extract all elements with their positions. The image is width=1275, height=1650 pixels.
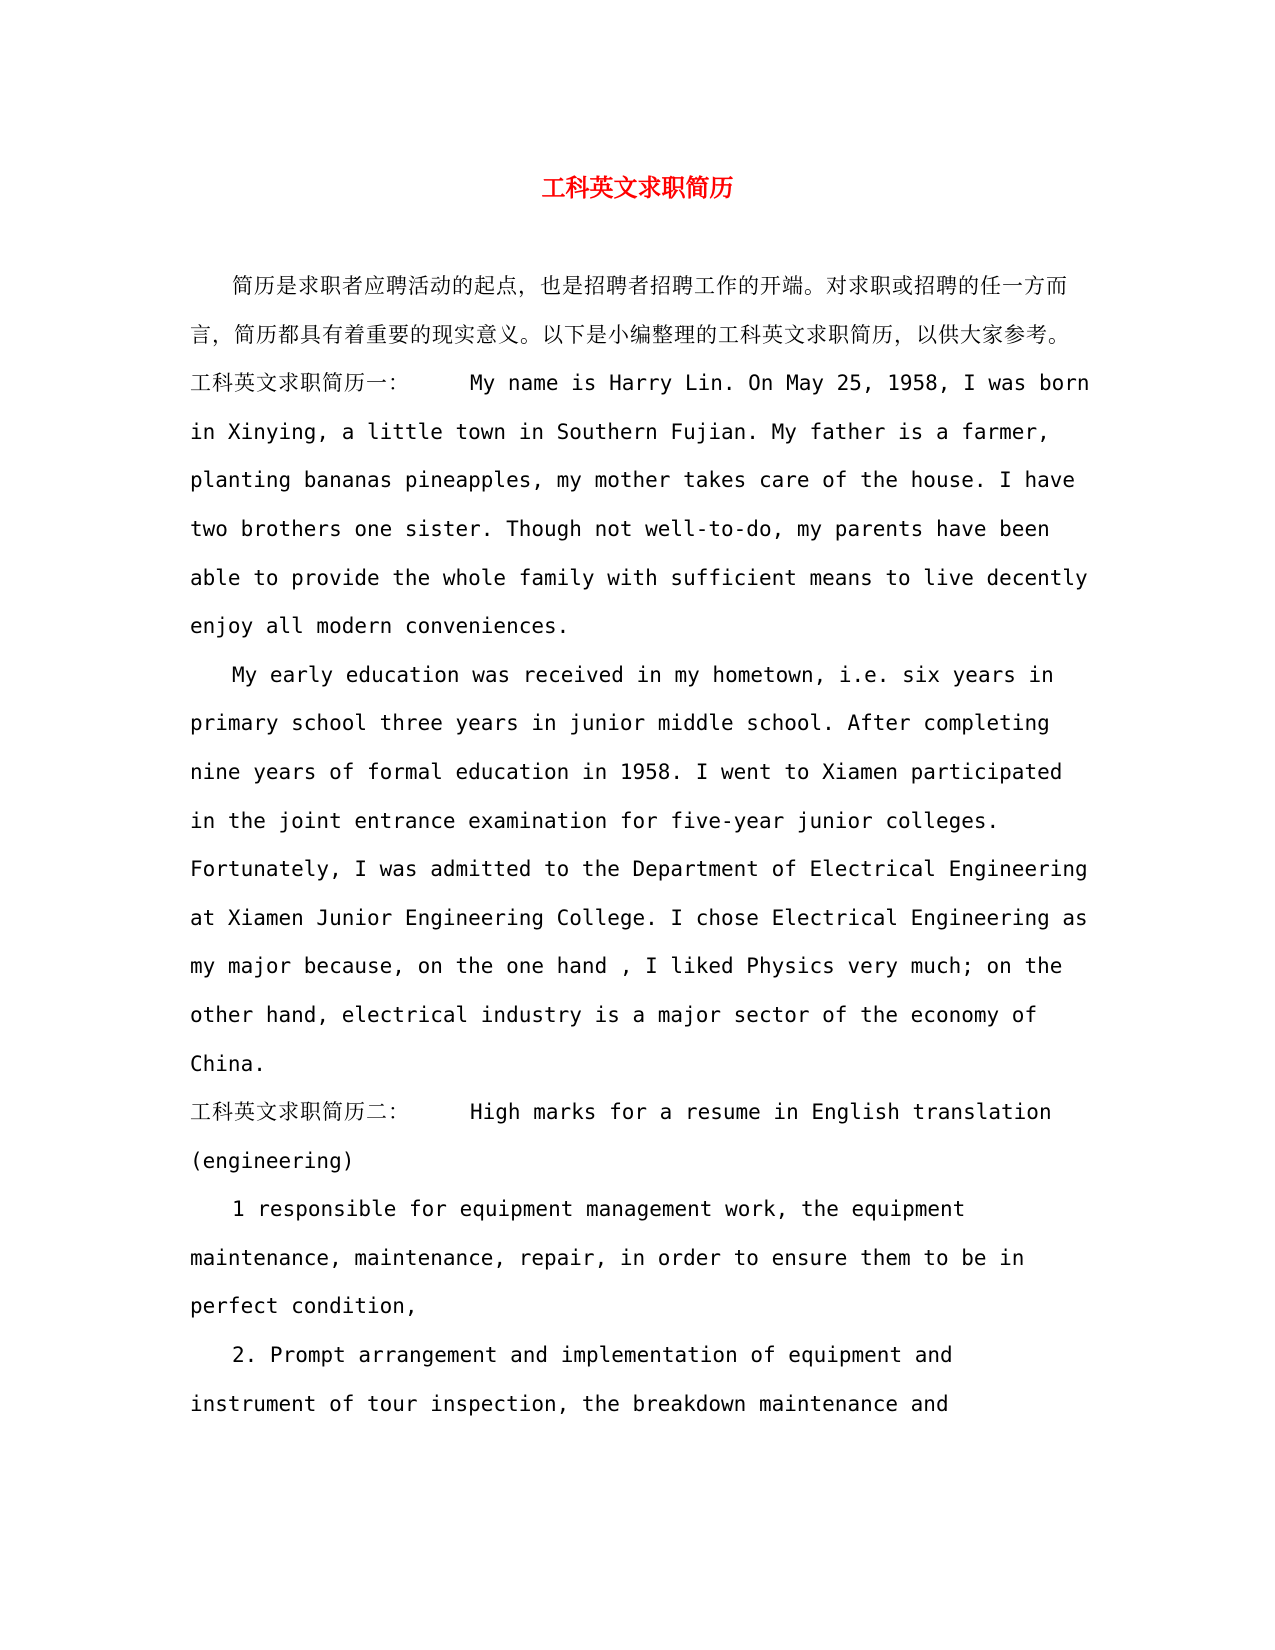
- section2-item-2: 2. Prompt arrangement and implementation of equipment and instrument of tour inspection, the breakdown maintenance and: [190, 1343, 953, 1416]
- document-body: [190, 262, 1090, 1428]
- section2-item-1: 1 responsible for equipment management work, the equipment maintenance, maintenance, repair, in order to ensure them to be in perfect condition,: [190, 1197, 1025, 1319]
- section1-heading: 工科英文求职简历一：: [190, 371, 410, 396]
- section1-paragraph: [190, 359, 1090, 651]
- section2-paragraph: [190, 1088, 1090, 1185]
- section1-text: My name is Harry Lin. On May 25, 1958, I was born in Xinying, a little town in Southern Fujian. My father is a farmer, planting bananas pineapples, my mother takes care of the house. I have two brothers one sister. Though not well-to-do, my parents have been able to provide the whole family with sufficient means to live decently enjoy all modern conveniences.: [190, 371, 1090, 639]
- intro-paragraph: 简历是求职者应聘活动的起点，也是招聘者招聘工作的开端。对求职或招聘的任一方而言，简历都具有着重要的现实意义。以下是小编整理的工科英文求职简历，以供大家参考。: [190, 274, 1070, 347]
- document-title: 工科英文求职简历: [541, 173, 734, 202]
- section1-paragraph-2: My early education was received in my hometown, i.e. six years in primary school three years in junior middle school. After completing nine years of formal education in 1958. I went to Xiamen participated in the joint entrance examination for five-year junior colleges. Fortunately, I was admitted to the Department of Electrical Engineering at Xiamen Junior Engineering College. I chose Electrical Engineering as my major because, on the one hand , I liked Physics very much; on the other hand, electrical industry is a major sector of the economy of China.: [190, 662, 1088, 1076]
- section2-text: High marks for a resume in English translation (engineering): [190, 1100, 1052, 1173]
- section2-heading: 工科英文求职简历二：: [190, 1100, 410, 1125]
